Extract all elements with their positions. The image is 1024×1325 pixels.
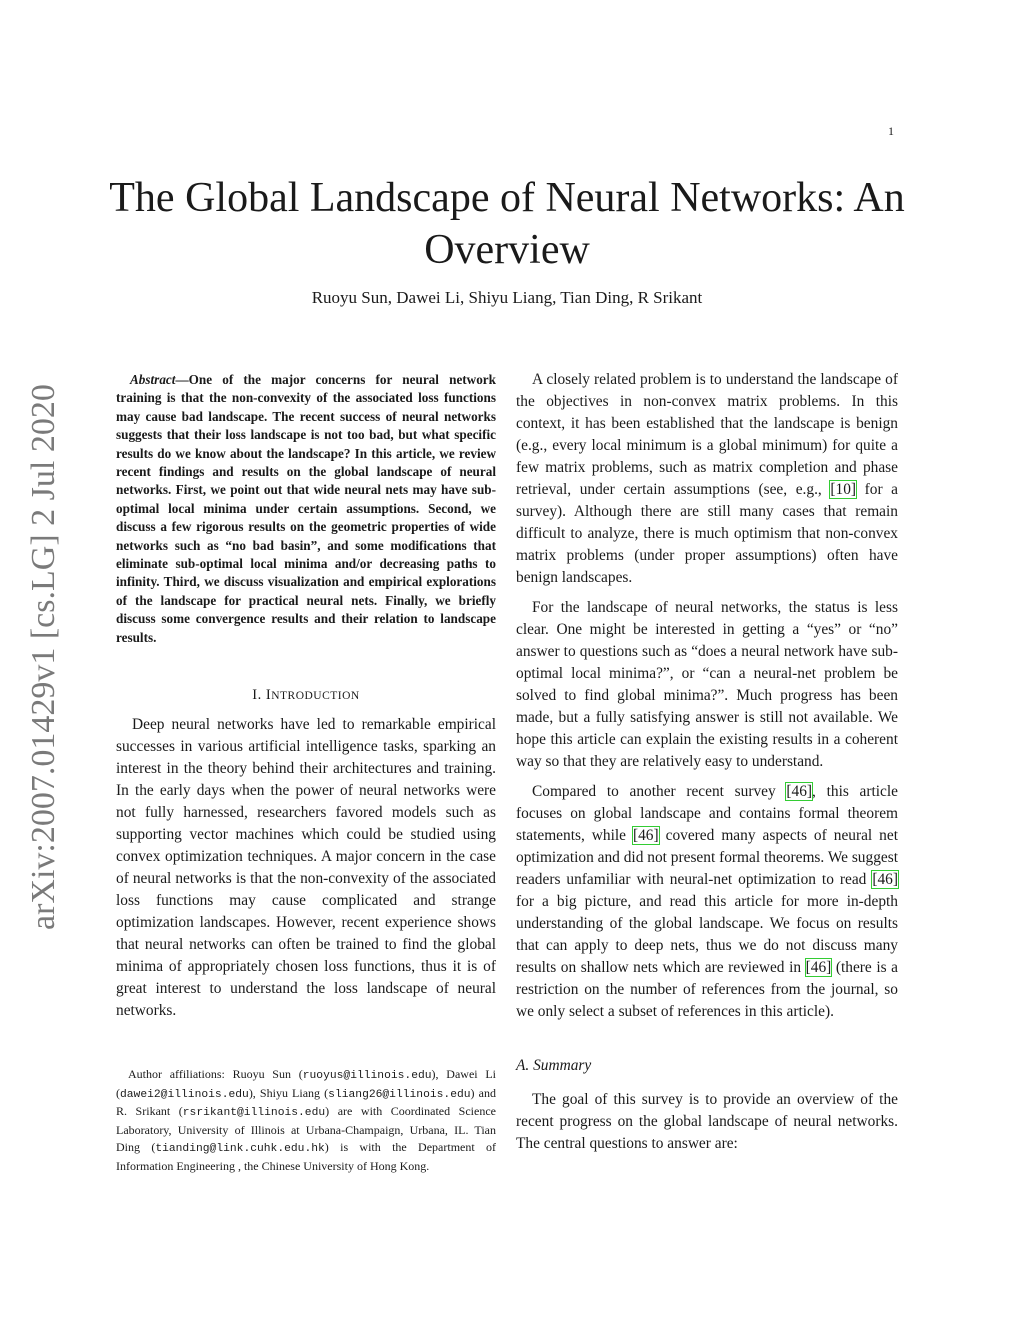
paragraph-text: (there is a restriction on the number of references from the journal, so we only select a subset of references in this article). <box>516 959 898 1020</box>
neural-landscape-paragraph: For the landscape of neural networks, the status is less clear. One might be interested in getting a “yes” or “no” answer to questions such as “does a neural network have sub-optimal local minima?”, or “can a neural-net problem be solved to find global minima?”. Much progress has been made, but a fully satisfying answer is still not available. We hope this article can explain the existing results in a coherent way so that they are relatively easy to understand. <box>516 599 898 770</box>
footnote-text: Author affiliations: Ruoyu Sun ( <box>128 1067 303 1081</box>
email-link[interactable]: tianding@link.cuhk.edu.hk <box>155 1142 325 1155</box>
citation-link[interactable]: [46] <box>786 783 813 800</box>
paragraph-text: for a big picture, and read this article for more in-depth understanding of the global landscape. We focus on results that can apply to deep nets, thus we do not discuss many results on shallow nets which are reviewed in <box>516 893 898 976</box>
paragraph-text: , this article focuses on global landscape and contains formal theorem statements, while <box>516 783 898 844</box>
author-list: Ruoyu Sun, Dawei Li, Shiyu Liang, Tian Ding, R Srikant <box>311 288 703 307</box>
paragraph-text: A closely related problem is to understand the landscape of the objectives in non-convex matrix problems. In this context, it has been established that the landscape is benign (e.g., every local minimum is a global minimum) for quite a few matrix problems, such as matrix completion and phase retrieval, under certain assumptions (see, e.g., <box>516 371 898 498</box>
left-column <box>116 371 496 1030</box>
subsection-number: A. <box>516 1057 530 1074</box>
footnote-text: ), Shiyu Liang ( <box>248 1085 329 1100</box>
section-number: I. <box>252 687 262 704</box>
email-link[interactable]: dawei2@illinois.edu <box>120 1088 249 1101</box>
abstract-text: One of the major concerns for neural network training is that the non-convexity of the associated loss functions may cause bad landscape. The recent success of neural networks suggests that their loss landscape is not too bad, but what specific results do we know about the landscape? In this article, we review recent findings and results on the global landscape of neural networks. First, we point out that wide neural nets may have sub-optimal local minima under certain assumptions. Second, we discuss a few rigorous results on the geometric properties of wide networks such as “no bad basin”, and some modifications that eliminate sub-optimal local minima and/or decreasing paths to infinity. Third, we discuss visualization and empirical explorations of the landscape for practical neural nets. Finally, we briefly discuss some convergence results and their relation to landscape results. <box>116 372 496 645</box>
paper-title: The Global Landscape of Neural Networks: An Overview <box>109 175 905 273</box>
subsection-title: Summary <box>533 1057 592 1074</box>
paragraph-text: covered many aspects of neural net optimization and did not present formal theorems. We suggest readers unfamiliar with neural-net optimization to read <box>516 827 898 888</box>
author-affiliations-footnote <box>116 1066 496 1174</box>
section-heading-rest: NTRODUCTION <box>271 690 360 703</box>
page-number: 1 <box>888 124 894 138</box>
section-heading-initial: I <box>265 687 272 704</box>
citation-link[interactable]: [46] <box>872 871 898 888</box>
abstract-dash: — <box>175 372 189 387</box>
citation-link[interactable]: [10] <box>830 481 857 498</box>
subsection-heading-summary <box>516 1057 898 1075</box>
abstract-label: Abstract <box>130 372 176 387</box>
intro-paragraph: Deep neural networks have led to remarkable empirical successes in various artificial intelligence tasks, sparking an interest in the theory behind their architectures and training. In the early days when the power of neural networks were not fully harnessed, researchers favored models such as supporting vector machines which could be studied using convex optimization techniques. A major concern in the case of neural networks is that the non-convexity of the associated loss functions may cause complicated and strange optimization landscapes. However, recent experience shows that neural networks can often be trained to find the global minima of appropriately chosen loss functions, thus it is of great interest to understand the loss landscape of neural networks. <box>116 716 496 1020</box>
email-link[interactable]: rsrikant@illinois.edu <box>182 1107 326 1120</box>
abstract <box>116 371 496 647</box>
right-column <box>516 369 898 1163</box>
email-link[interactable]: sliang26@illinois.edu <box>328 1088 471 1101</box>
paragraph-text: Compared to another recent survey <box>532 783 787 800</box>
survey-comparison-paragraph <box>516 781 898 1023</box>
matrix-problems-paragraph <box>516 369 898 589</box>
footnote-text: ) and R. Srikant ( <box>116 1085 496 1119</box>
email-link[interactable]: ruoyus@illinois.edu <box>302 1070 432 1082</box>
paragraph-text: for a survey). Although there are still many cases that remain difficult to analyze, there is much optimism that non-convex matrix problems (under proper assumptions) often have benign landscapes. <box>516 481 898 586</box>
summary-paragraph: The goal of this survey is to provide an overview of the recent progress on the global landscape of neural networks. The central questions to answer are: <box>516 1091 898 1152</box>
footnote-text: ) is with the Department of Information Engineering , the Chinese University of Hong Kong. <box>116 1139 496 1173</box>
footnote-text: ) are with Coordinated Science Laboratory, University of Illinois at Urbana-Champaign, Urbana, IL. Tian Ding ( <box>116 1104 496 1154</box>
citation-link[interactable]: [46] <box>805 959 832 976</box>
citation-link[interactable]: [46] <box>632 827 659 844</box>
footnote-text: ), Dawei Li ( <box>116 1067 496 1100</box>
section-heading-introduction <box>116 687 496 704</box>
arxiv-identifier: arXiv:2007.01429v1 [cs.LG] 2 Jul 2020 <box>25 384 62 930</box>
